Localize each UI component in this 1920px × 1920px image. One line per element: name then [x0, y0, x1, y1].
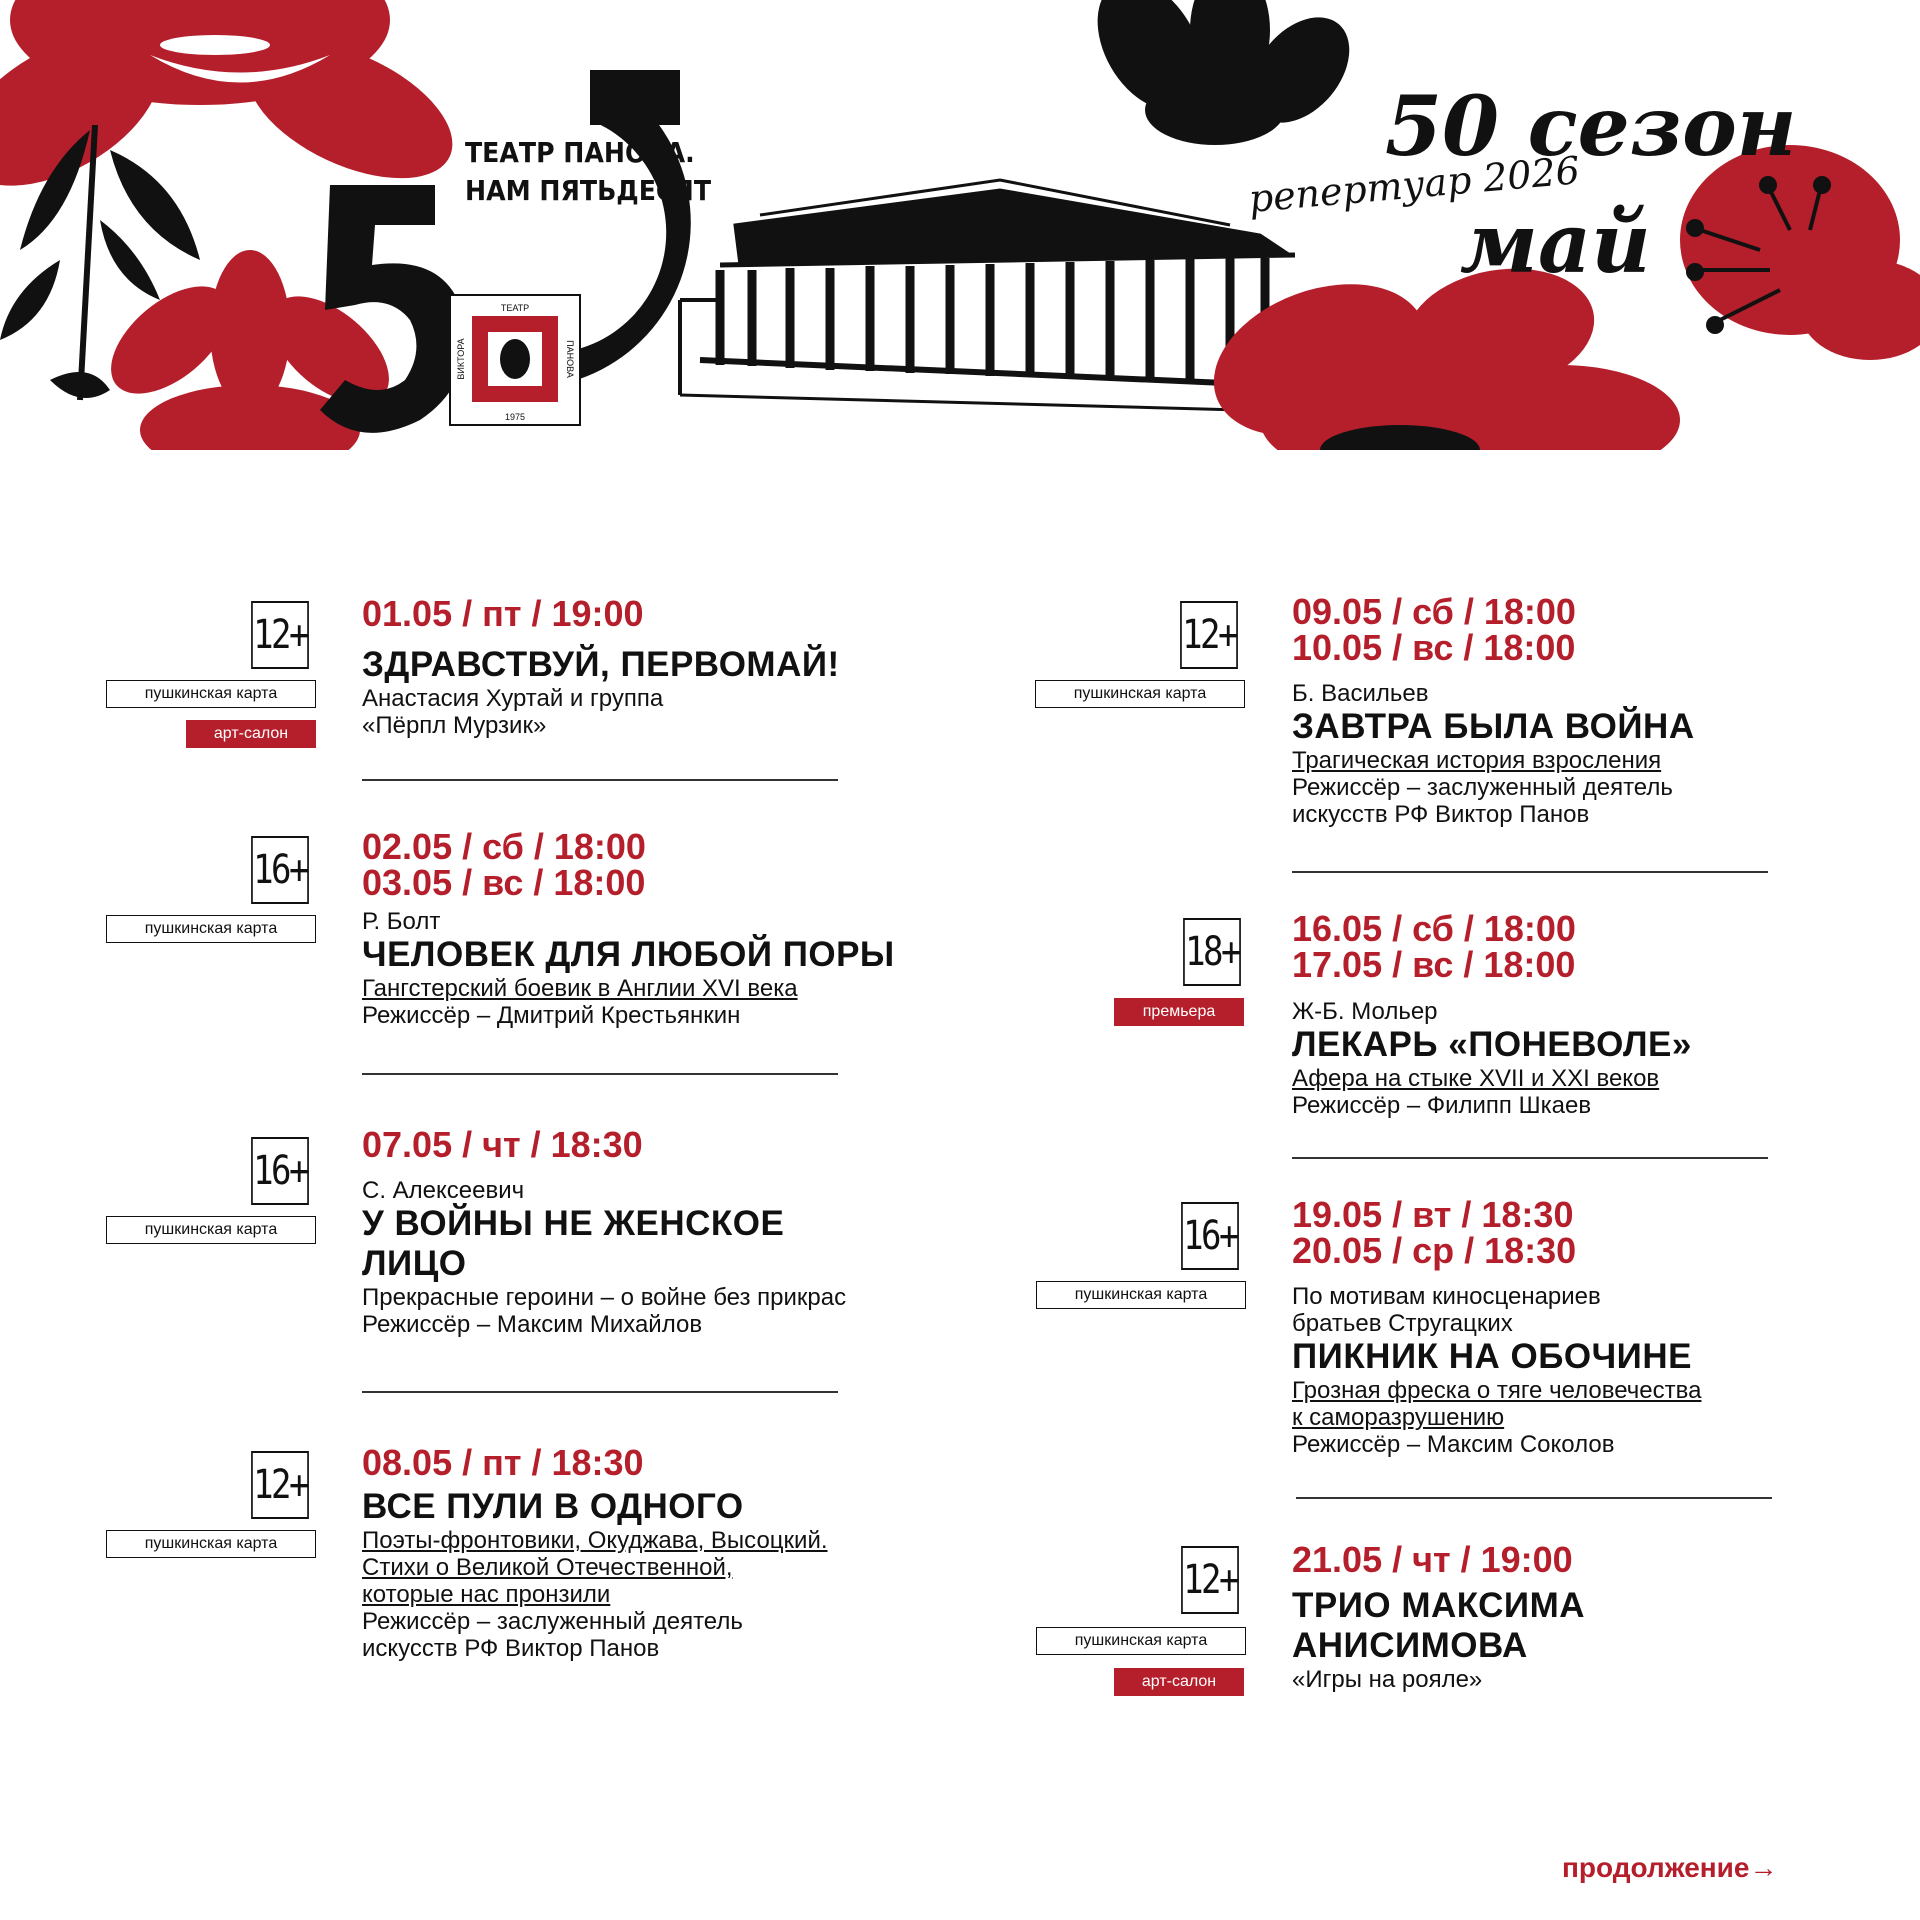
event-date: 19.05 / вт / 18:30 — [1292, 1194, 1574, 1235]
event-title: ТРИО МАКСИМА — [1292, 1586, 1586, 1625]
age-rating: 18+ — [1183, 918, 1241, 986]
event-description: к саморазрушению — [1292, 1404, 1505, 1431]
event-director: искусств РФ Виктор Панов — [1292, 801, 1590, 828]
age-rating: 12+ — [1181, 1546, 1239, 1614]
pushkin-card-tag: пушкинская карта — [1036, 1281, 1246, 1309]
pushkin-card-tag: пушкинская карта — [1035, 680, 1245, 708]
event-date: 08.05 / пт / 18:30 — [362, 1442, 644, 1483]
event-subtitle: Прекрасные героини – о войне без прикрас — [362, 1284, 847, 1311]
event-title: ПИКНИК НА ОБОЧИНЕ — [1292, 1337, 1692, 1376]
event-description: Трагическая история взросления — [1292, 747, 1662, 774]
event-subtitle: «Пёрпл Мурзик» — [362, 712, 547, 739]
event-description: Афера на стыке XVII и XXI веков — [1292, 1065, 1660, 1092]
event-date: 09.05 / сб / 18:00 — [1292, 591, 1576, 632]
event-subtitle: Анастасия Хуртай и группа — [362, 685, 664, 712]
header-artwork — [0, 0, 1920, 450]
event-description: Поэты-фронтовики, Окуджава, Высоцкий. — [362, 1527, 828, 1554]
event-subtitle: «Игры на рояле» — [1292, 1666, 1483, 1693]
event-date: 01.05 / пт / 19:00 — [362, 593, 644, 634]
event-author: Ж-Б. Мольер — [1292, 998, 1438, 1025]
event-date: 21.05 / чт / 19:00 — [1292, 1539, 1573, 1580]
event-director: Режиссёр – заслуженный деятель — [1292, 774, 1673, 801]
event-date: 10.05 / вс / 18:00 — [1292, 627, 1576, 668]
event-dates — [362, 1442, 644, 1483]
event-title: ЗДРАВСТВУЙ, ПЕРВОМАЙ! — [362, 645, 840, 684]
event-body — [362, 1487, 828, 1662]
event-title: ЛЕКАРЬ «ПОНЕВОЛЕ» — [1292, 1025, 1692, 1064]
age-rating: 16+ — [251, 1137, 309, 1205]
event-description: Грозная фреска о тяге человечества — [1292, 1377, 1702, 1404]
separator — [1292, 1157, 1768, 1159]
event-author: Р. Болт — [362, 908, 441, 935]
event-director: Режиссёр – заслуженный деятель — [362, 1608, 743, 1635]
art-salon-tag: арт-салон — [1114, 1668, 1244, 1696]
event-director: Режиссёр – Филипп Шкаев — [1292, 1092, 1592, 1119]
pushkin-card-tag: пушкинская карта — [106, 1530, 316, 1558]
event-director: Режиссёр – Дмитрий Крестьянкин — [362, 1002, 741, 1029]
continue-link[interactable]: продолжение→ — [1562, 1852, 1778, 1883]
event-body — [1292, 680, 1695, 828]
age-rating: 12+ — [251, 1451, 309, 1519]
season-heading: 50 сезон — [1385, 79, 1797, 175]
event-date: 03.05 / вс / 18:00 — [362, 862, 646, 903]
event-description: Гангстерский боевик в Англии XVI века — [362, 975, 798, 1002]
pushkin-card-tag: пушкинская карта — [1036, 1627, 1246, 1655]
age-rating: 16+ — [1181, 1202, 1239, 1270]
event-body — [362, 1177, 846, 1338]
event-description: Стихи о Великой Отечественной, — [362, 1554, 733, 1581]
event-title: ВСЕ ПУЛИ В ОДНОГО — [362, 1487, 744, 1526]
event-body — [1292, 1283, 1701, 1458]
theatre-building-sketch — [680, 180, 1295, 410]
event-dates — [1292, 1539, 1573, 1580]
stamp-right: ПАНОВА — [565, 340, 575, 378]
event-title: У ВОЙНЫ НЕ ЖЕНСКОЕ — [362, 1204, 785, 1243]
event-date: 20.05 / ср / 18:30 — [1292, 1230, 1577, 1271]
event-author: По мотивам киносценариев братьев Стругацких — [1292, 1283, 1601, 1337]
pushkin-card-tag: пушкинская карта — [106, 1216, 316, 1244]
stamp-top: ТЕАТР — [500, 303, 530, 313]
theatre-stamp — [450, 295, 580, 425]
event-dates — [362, 826, 646, 903]
event-body — [1292, 1586, 1585, 1693]
event-date: 17.05 / вс / 18:00 — [1292, 944, 1576, 985]
separator — [362, 1391, 838, 1393]
logo-small-line1: ТЕАТР ПАНОВА. — [465, 136, 695, 169]
event-director: Режиссёр – Максим Михайлов — [362, 1311, 703, 1338]
separator — [362, 779, 838, 781]
separator — [362, 1073, 838, 1075]
event-title: ЛИЦО — [362, 1244, 467, 1283]
event-title: ЗАВТРА БЫЛА ВОЙНА — [1292, 707, 1695, 746]
separator — [1292, 871, 1768, 873]
event-title: ЧЕЛОВЕК ДЛЯ ЛЮБОЙ ПОРЫ — [362, 935, 895, 974]
repertoire-heading: репертуар 2026 — [1246, 148, 1582, 221]
event-body — [1292, 998, 1692, 1119]
event-dates — [1292, 1194, 1577, 1271]
age-rating: 12+ — [1180, 601, 1238, 669]
separator — [1296, 1497, 1772, 1499]
premiere-tag: премьера — [1114, 998, 1244, 1026]
event-dates — [1292, 908, 1576, 985]
age-rating: 12+ — [251, 601, 309, 669]
event-director: искусств РФ Виктор Панов — [362, 1635, 660, 1662]
event-body — [362, 645, 840, 739]
art-salon-tag: арт-салон — [186, 720, 316, 748]
stamp-left: ВИКТОРА — [456, 338, 466, 380]
month-heading: май — [1460, 196, 1651, 292]
event-description: которые нас пронзили — [362, 1581, 611, 1608]
event-author: С. Алексеевич — [362, 1177, 525, 1204]
event-dates — [1292, 591, 1576, 668]
logo-small-line2: НАМ ПЯТЬДЕСЯТ — [465, 174, 711, 207]
event-title: АНИСИМОВА — [1292, 1626, 1528, 1665]
pushkin-card-tag: пушкинская карта — [106, 680, 316, 708]
event-body — [362, 908, 895, 1029]
event-date: 02.05 / сб / 18:00 — [362, 826, 646, 867]
stamp-bottom: 1975 — [504, 412, 526, 422]
event-director: Режиссёр – Максим Соколов — [1292, 1431, 1615, 1458]
event-dates — [362, 1124, 643, 1165]
event-dates — [362, 593, 644, 634]
event-date: 07.05 / чт / 18:30 — [362, 1124, 643, 1165]
pushkin-card-tag: пушкинская карта — [106, 915, 316, 943]
right-black-flower — [1076, 0, 1369, 145]
event-author: Б. Васильев — [1292, 680, 1429, 707]
age-rating: 16+ — [251, 836, 309, 904]
event-date: 16.05 / сб / 18:00 — [1292, 908, 1576, 949]
